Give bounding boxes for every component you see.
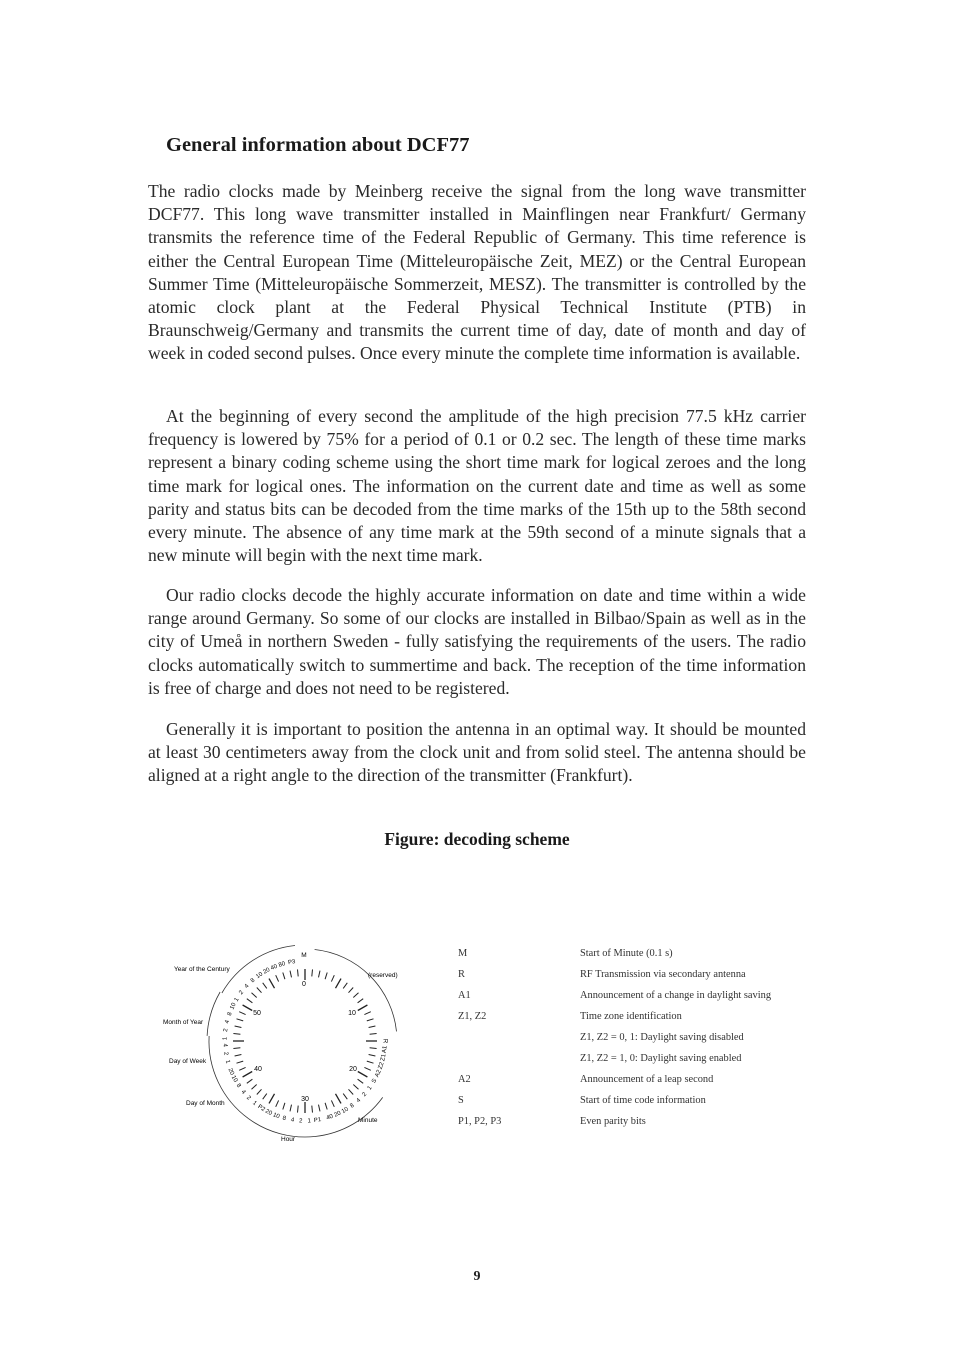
dial-tick <box>325 973 327 980</box>
dial-tick <box>312 969 313 976</box>
dial-tick <box>243 1072 253 1078</box>
parity-bit-label: P3 <box>287 959 296 967</box>
status-bit-label: Z2 <box>377 1061 386 1071</box>
legend-description: Z1, Z2 = 0, 1: Daylight saving disabled <box>580 1032 744 1043</box>
dial-tick <box>319 1105 321 1112</box>
second-label-30: 30 <box>301 1096 309 1103</box>
dial-tick <box>298 969 299 976</box>
month-bit-label: 10 <box>229 1002 238 1011</box>
year-bracket <box>222 946 295 997</box>
second-label-10: 10 <box>348 1010 356 1017</box>
figure-caption: Figure: decoding scheme <box>384 829 570 849</box>
minute-bit-label: 1 <box>366 1085 374 1092</box>
legend-description: Time zone identification <box>580 1011 682 1022</box>
dial-tick <box>243 1005 253 1011</box>
dial-tick <box>257 1089 262 1094</box>
legend-key: A1 <box>458 990 471 1001</box>
year-bit-label: 80 <box>277 961 287 969</box>
reserved-bracket <box>315 950 397 1032</box>
dial-tick <box>343 1094 347 1100</box>
dial-tick <box>349 1089 354 1094</box>
decoding-scheme-dial <box>158 936 418 1148</box>
legend-key: S <box>458 1095 464 1106</box>
month-bit-label: 8 <box>226 1011 234 1017</box>
dial-tick <box>331 1100 334 1106</box>
dial-tick <box>369 1055 376 1057</box>
legend-row <box>458 1032 818 1053</box>
parity-bit-label: P2 <box>256 1104 266 1114</box>
minute-bit-label: 2 <box>361 1091 369 1099</box>
dial-tick <box>283 973 285 980</box>
dial-tick <box>283 1103 285 1110</box>
hour-bit-label: 8 <box>281 1115 287 1123</box>
dial-tick <box>233 1048 240 1049</box>
dial-tick <box>235 1055 242 1057</box>
dial-tick <box>358 1005 368 1011</box>
year-bit-label: 2 <box>238 989 246 997</box>
year-bit-label: 10 <box>255 971 265 981</box>
weekday-bit-label: 1 <box>223 1059 231 1065</box>
dial-tick <box>298 1106 299 1113</box>
legend-row <box>458 969 818 990</box>
year-bit-label: 40 <box>269 963 279 972</box>
legend-description: Announcement of a leap second <box>580 1074 714 1085</box>
dial-tick <box>370 1034 377 1035</box>
legend-row <box>458 1011 818 1032</box>
dial-tick <box>358 1072 368 1078</box>
day-bit-label: 10 <box>229 1074 239 1084</box>
status-bit-label: A2 <box>374 1069 383 1079</box>
marker-m: M <box>301 952 307 959</box>
minute-bit-label: 10 <box>340 1106 350 1116</box>
dial-tick <box>336 1094 342 1104</box>
legend-description: Start of time code information <box>580 1095 706 1106</box>
paragraph-intro: The radio clocks made by Meinberg receive the signal from the long wave transmitter DCF77. This long wave transmitter installed in Mainflingen near Frankfurt/ Germany transmits the reference time of the Federal Republic of Germany. This time reference is either the Central European Time (Mitteleuropäische Zeit, MEZ) or the Central European Summer Time (Mitteleuropäische Sommerzeit, MESZ). The transmitter is controlled by the atomic clock plant at the Federal Physical Technical Institute (PTB) in Braunschweig/Germany and transmits the current time of day, date of month and day of week in coded second pulses. Once every minute the complete time information is available. <box>148 181 806 364</box>
label-day-of-week: Day of Week <box>169 1058 207 1065</box>
legend-row <box>458 1053 818 1074</box>
month-bit-label: 4 <box>224 1019 232 1025</box>
day-bit-label: 4 <box>239 1089 247 1096</box>
hour-bit-label: 20 <box>264 1108 273 1118</box>
legend-description: Announcement of a change in daylight saving <box>580 990 772 1001</box>
weekday-bit-label: 4 <box>221 1043 228 1048</box>
legend-row <box>458 1095 818 1116</box>
legend-description: Z1, Z2 = 1, 0: Daylight saving enabled <box>580 1053 742 1064</box>
dial-tick <box>252 993 257 998</box>
dial-tick <box>233 1034 240 1035</box>
legend-row <box>458 948 818 969</box>
label-minute: Minute <box>358 1117 378 1124</box>
hour-bit-label: 4 <box>290 1117 295 1124</box>
legend-key: A2 <box>458 1074 471 1085</box>
dial-tick <box>353 1085 358 1090</box>
dial-tick <box>247 999 253 1003</box>
dial-tick <box>263 983 267 989</box>
label-hour: Hour <box>281 1136 296 1143</box>
paragraph-time-marks: At the beginning of every second the amplitude of the high precision 77.5 kHz carrier frequency is lowered by 75% for a period of 0.1 or 0.2 sec. The length of these time marks represent a binary coding scheme using the short time mark for logical zeroes and the long time mark for logical ones. The information on the current date and time as well as some parity and status bits can be decoded from the time marks of the 15th up to the 58th second every minute. The absence of any time mark at the 59th second of a minute signals that a new minute will begin with the next time mark. <box>148 406 806 566</box>
minute-bit-label: 40 <box>325 1113 334 1122</box>
label-year-of-century: Year of the Century <box>174 966 230 973</box>
label-month-of-year: Month of Year <box>163 1019 204 1026</box>
dial-tick <box>319 971 321 978</box>
dial-tick <box>276 975 279 981</box>
dial-tick <box>369 1026 376 1028</box>
section-heading: General information about DCF77 <box>166 134 470 156</box>
dial-tick <box>237 1061 244 1063</box>
hour-bit-label: 2 <box>298 1118 303 1125</box>
status-bit-label: A1 <box>381 1045 389 1054</box>
dial-tick <box>370 1048 377 1049</box>
label-reserved: (reserved) <box>368 972 398 979</box>
paragraph-antenna: Generally it is important to position the antenna in an optimal way. It should be mounted at least 30 centimeters away from the clock unit and from solid steel. The antenna should be aligned at a right angle to the direction of the transmitter (Frankfurt). <box>148 719 806 786</box>
dial-tick <box>252 1085 257 1090</box>
second-label-0: 0 <box>302 981 306 988</box>
dial-tick <box>239 1012 245 1015</box>
legend-row <box>458 990 818 1011</box>
month-bit-label: 1 <box>222 1036 229 1041</box>
second-label-50: 50 <box>253 1010 261 1017</box>
dial-tick <box>269 1094 275 1104</box>
hour-bit-label: 10 <box>271 1112 281 1121</box>
dial-tick <box>290 1105 292 1112</box>
paragraph-reception-range: Our radio clocks decode the highly accurate information on date and time within a wide range around Germany. So some of our clocks are installed in Bilbao/Spain as well as in the city of Umeå in northern Sweden - fully satisfying the requirements of the users. The radio clocks automatically switch to summertime and back. The reception of the time information is free of charge and does not need to be registered. <box>148 585 806 698</box>
status-bit-label: S <box>371 1078 379 1085</box>
parity-bit-label: P1 <box>313 1117 322 1125</box>
dial-tick <box>263 1094 267 1100</box>
year-bit-label: 4 <box>243 983 251 990</box>
dial-tick <box>343 983 347 989</box>
legend-key: Z1, Z2 <box>458 1011 487 1022</box>
dial-tick <box>349 988 354 993</box>
dial-tick <box>237 1019 244 1021</box>
dial-tick <box>367 1019 374 1021</box>
dial-tick <box>367 1061 374 1063</box>
minute-bit-label: 8 <box>349 1102 356 1110</box>
day-bit-label: 20 <box>226 1067 235 1077</box>
dial-tick <box>235 1026 242 1028</box>
year-bit-label: 1 <box>233 996 241 1003</box>
year-bit-label: 20 <box>262 967 272 976</box>
page-number: 9 <box>473 1269 481 1284</box>
dial-tick <box>364 1012 370 1015</box>
legend-row <box>458 1074 818 1095</box>
legend-row <box>458 1116 818 1137</box>
dial-tick <box>276 1100 279 1106</box>
legend-key: M <box>458 948 468 959</box>
dial-tick <box>312 1106 313 1113</box>
dial-tick <box>239 1067 245 1070</box>
second-label-40: 40 <box>254 1066 262 1073</box>
figure-legend <box>458 948 818 1137</box>
dial-tick <box>358 1079 364 1083</box>
status-bit-label: Z1 <box>380 1053 388 1062</box>
dial-tick <box>331 975 334 981</box>
dial-tick <box>336 979 342 989</box>
dial-tick <box>247 1079 253 1083</box>
dial-tick <box>269 979 275 989</box>
year-bit-label: 8 <box>249 977 257 985</box>
legend-description: RF Transmission via secondary antenna <box>580 969 746 980</box>
dial-tick <box>353 993 358 998</box>
status-bit-label: R <box>381 1038 388 1044</box>
hour-bit-label: 1 <box>307 1118 312 1125</box>
minute-bit-label: 20 <box>333 1110 343 1119</box>
legend-key: P1, P2, P3 <box>458 1116 502 1127</box>
hour-bracket <box>249 1119 315 1137</box>
month-bit-label: 2 <box>223 1028 230 1033</box>
legend-key: R <box>458 969 465 980</box>
dial-tick <box>290 971 292 978</box>
dial-tick <box>364 1067 370 1070</box>
second-label-20: 20 <box>349 1066 357 1073</box>
dial-tick <box>358 999 364 1003</box>
day-bit-label: 2 <box>244 1095 252 1102</box>
day-bit-label: 1 <box>251 1100 258 1108</box>
minute-bit-label: 4 <box>355 1097 363 1105</box>
legend-description: Even parity bits <box>580 1116 646 1127</box>
dial-tick <box>325 1103 327 1110</box>
month-bracket <box>207 992 220 1036</box>
label-day-of-month: Day of Month <box>186 1100 225 1107</box>
legend-description: Start of Minute (0.1 s) <box>580 948 673 959</box>
day-bit-label: 8 <box>234 1082 242 1089</box>
dial-tick <box>257 988 262 993</box>
weekday-bit-label: 2 <box>222 1051 229 1056</box>
